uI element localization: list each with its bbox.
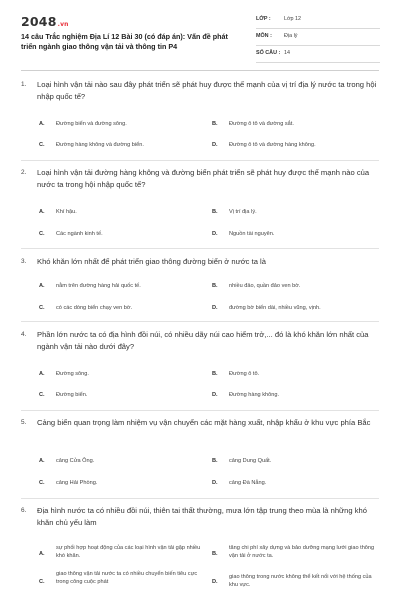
question-number: 6.: [21, 507, 27, 514]
question-2: 2. Loại hình vận tải đường hàng không và đường biển phát triển sẽ phát huy được thế mạnh nào của nước ta trong hội nhập quốc tế? A. Khí hậu. B. Vị trí địa lý. C. Các ngành kinh tế. D. Nguồn tài nguyên.: [21, 168, 381, 240]
question-6: 6. Địa hình nước ta có nhiều đồi núi, thiên tai thất thường, mưa lớn tập trung theo mùa là những khó khăn chủ yếu làm A. sự phối hợp hoạt động của các loại hình vận tải gặp nhiều khó khăn. B. tăng chi phí xây dựng và bảo dưỡng mạng lưới giao thông vận tải ở nước ta. C. giao thông vận tải nước ta có nhiều chuyển biến tiêu cực trong công cuộc phát D. giao thông trong nước không thể kết nối với hệ thống của khu vực.: [21, 506, 381, 600]
meta-class-value: Lớp 12: [284, 16, 302, 22]
logo-main: 2048: [21, 14, 57, 29]
question-number: 1.: [21, 81, 27, 88]
meta-panel: [256, 14, 380, 65]
question-3: 3. Khó khăn lớn nhất để phát triển giao thông đường biển ở nước ta là A. nằm trên đường hàng hải quốc tế. B. nhiều đảo, quần đảo ven bờ. C. có các dòng biển chạy ven bờ. D. đường bờ biển dài, nhiều vũng, vịnh.: [21, 257, 381, 319]
question-text: Cảng biển quan trọng làm nhiệm vụ vận chuyển các mặt hàng xuất, nhập khẩu ở khu vực phía Bắc: [37, 418, 371, 427]
question-text: Loại hình vận tải đường hàng không và đường biển phát triển sẽ phát huy được thế mạnh nào của nước ta trong hội nhập quốc tế?: [37, 168, 370, 189]
question-separator: [21, 248, 379, 249]
question-number: 4.: [21, 331, 27, 338]
site-logo[interactable]: [21, 14, 69, 29]
header-divider: [21, 70, 379, 71]
question-text: Phần lớn nước ta có địa hình đồi núi, có nhiều dãy núi cao hiểm trở,... đó là khó khăn lớn nhất của ngành vận tải nào dưới đây?: [37, 330, 369, 351]
meta-subject-value: Địa lý: [284, 33, 298, 39]
question-text: Loại hình vận tải nào sau đây phát triển sẽ phát huy được thế mạnh của vị trí địa lý nước ta trong hội nhập quốc tế?: [37, 80, 377, 101]
meta-count-label: SỐ CÂU :: [256, 50, 281, 56]
meta-class: [256, 14, 380, 29]
meta-subject-label: MÔN :: [256, 33, 272, 39]
meta-class-label: LỚP :: [256, 16, 271, 22]
meta-count-value: 14: [284, 50, 290, 56]
question-5: 5. Cảng biển quan trọng làm nhiệm vụ vận chuyển các mặt hàng xuất, nhập khẩu ở khu vực phía Bắc A. cảng Cửa Ông. B. cảng Dung Quất. C. cảng Hải Phòng. D. cảng Đà Nẵng.: [21, 418, 381, 490]
question-1: 1. Loại hình vận tải nào sau đây phát triển sẽ phát huy được thế mạnh của vị trí địa lý nước ta trong hội nhập quốc tế? A. Đường biển và đường sông. B. Đường ô tô và đường sắt. C. Đường hàng không và đường biển. D. Đường ô tô và đường hàng không.: [21, 80, 381, 152]
question-4: 4. Phần lớn nước ta có địa hình đồi núi, có nhiều dãy núi cao hiểm trở,... đó là khó khăn lớn nhất của ngành vận tải nào dưới đây? A. Đường sông. B. Đường ô tô. C. Đường biển. D. Đường hàng không.: [21, 330, 381, 402]
question-text: Địa hình nước ta có nhiều đồi núi, thiên tai thất thường, mưa lớn tập trung theo mùa là những khó khăn chủ yếu làm: [37, 506, 367, 527]
question-separator: [21, 160, 379, 161]
question-number: 2.: [21, 169, 27, 176]
question-separator: [21, 498, 379, 499]
question-number: 5.: [21, 419, 27, 426]
meta-subject: [256, 31, 380, 46]
logo-suffix: .vn: [57, 21, 69, 28]
question-text: Khó khăn lớn nhất để phát triển giao thông đường biển ở nước ta là: [37, 257, 266, 266]
meta-count: [256, 48, 380, 63]
document-header: [0, 0, 400, 70]
question-number: 3.: [21, 258, 27, 265]
document-title: 14 câu Trắc nghiệm Địa Lí 12 Bài 30 (có đáp án): Vấn đề phát triển ngành giao thông vận tải và thông tin P4: [21, 32, 228, 51]
question-separator: [21, 410, 379, 411]
question-separator: [21, 321, 379, 322]
